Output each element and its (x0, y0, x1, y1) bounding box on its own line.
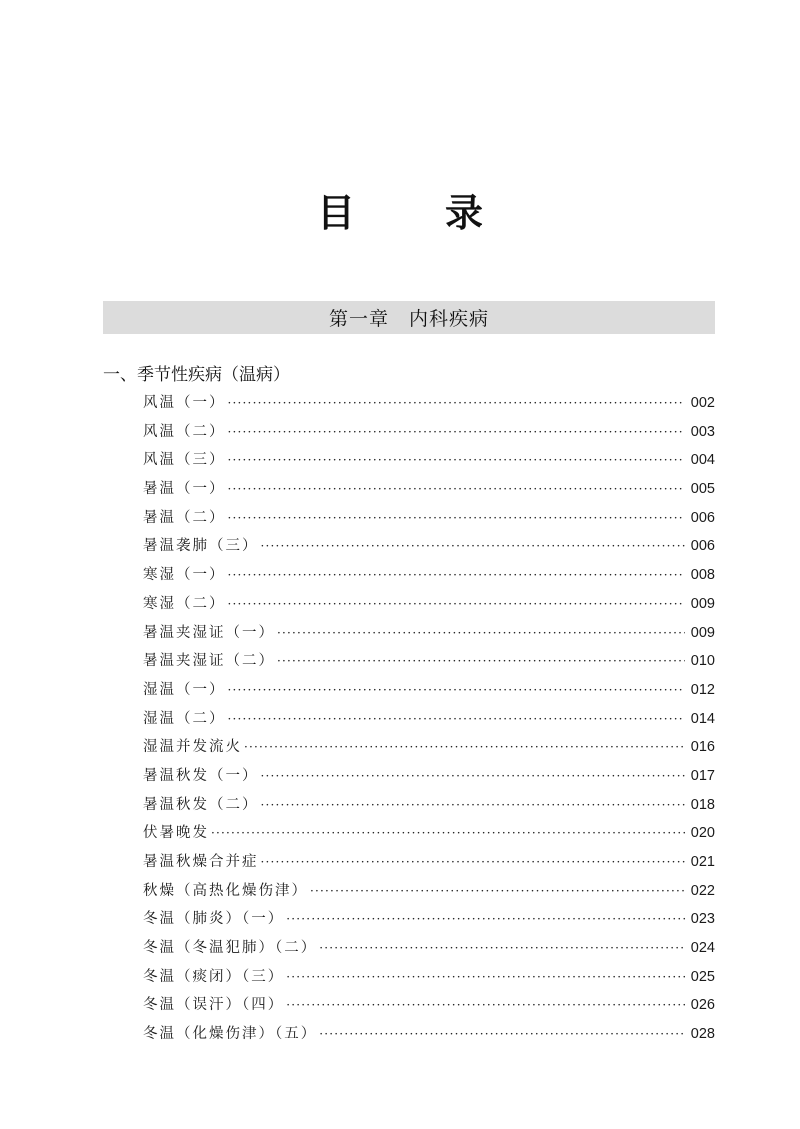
toc-entry-label: 暑温秋燥合并症 (143, 854, 259, 870)
toc-leader-dots (228, 446, 686, 475)
toc-entry-page: 025 (690, 968, 715, 985)
toc-leader-dots (277, 619, 685, 648)
toc-entry-page: 022 (690, 882, 715, 899)
toc-entry-label: 暑温袭肺（三） (143, 538, 259, 555)
toc-entry[interactable] (143, 475, 715, 504)
toc-entry-page: 023 (690, 911, 715, 928)
toc-leader-dots (228, 418, 686, 447)
toc-entry-label: 冬温（痰闭）（三） (143, 968, 285, 985)
toc-entry-page: 028 (690, 1026, 715, 1043)
toc-entry[interactable] (143, 647, 715, 676)
toc-entry-page: 010 (690, 653, 715, 670)
toc-entry-page: 024 (690, 940, 715, 957)
toc-entry[interactable] (143, 934, 715, 963)
toc-entry[interactable] (143, 418, 715, 447)
toc-entry-label: 湿温（二） (143, 710, 226, 727)
toc-leader-dots (310, 877, 685, 906)
toc-entry[interactable] (143, 590, 715, 619)
toc-entry-page: 006 (690, 538, 715, 555)
toc-entry[interactable] (143, 733, 715, 762)
toc-entry-label: 风温（二） (143, 423, 226, 440)
toc-entry-label: 暑温夹湿证（一） (143, 624, 275, 641)
toc-entry[interactable] (143, 877, 715, 906)
page-title: 目 录 (316, 190, 509, 235)
toc-leader-dots (261, 532, 686, 561)
toc-leader-dots (228, 676, 686, 705)
toc-entry[interactable] (143, 762, 715, 791)
toc-entry-label: 暑温夹湿证（二） (143, 653, 275, 670)
toc-entry-page: 005 (690, 481, 715, 498)
toc-leader-dots (228, 561, 686, 590)
toc-leader-dots (228, 504, 686, 533)
toc-entry[interactable] (143, 963, 715, 992)
toc-entry-page: 009 (690, 595, 715, 612)
toc-entry-label: 风温（三） (143, 452, 226, 469)
toc-leader-dots (211, 819, 685, 848)
toc-entry-page: 021 (690, 854, 715, 870)
toc-entry[interactable] (143, 1020, 715, 1049)
toc-leader-dots (261, 762, 686, 791)
toc-leader-dots (244, 733, 685, 762)
toc-entry-label: 暑温（二） (143, 509, 226, 526)
toc-entry[interactable] (143, 619, 715, 648)
toc-entry-label: 冬温（误汗）（四） (143, 997, 285, 1014)
toc-entry-label: 风温（一） (143, 395, 226, 411)
toc-entry-page: 012 (690, 681, 715, 698)
toc-entry[interactable] (143, 848, 715, 877)
toc-list (143, 389, 715, 1049)
toc-entry-label: 寒湿（二） (143, 595, 226, 612)
toc-entry-label: 秋燥（高热化燥伤津） (143, 882, 308, 899)
toc-entry[interactable] (143, 561, 715, 590)
toc-leader-dots (228, 475, 686, 504)
toc-entry-page: 003 (690, 423, 715, 440)
toc-entry-page: 017 (690, 767, 715, 784)
toc-entry[interactable] (143, 991, 715, 1020)
toc-entry[interactable] (143, 819, 715, 848)
toc-entry-label: 冬温（肺炎）（一） (143, 911, 285, 928)
chapter-header-bar (103, 301, 715, 334)
toc-leader-dots (286, 991, 685, 1020)
toc-leader-dots (228, 590, 686, 619)
toc-leader-dots (261, 848, 686, 877)
toc-entry[interactable] (143, 705, 715, 734)
toc-entry-label: 暑温秋发（二） (143, 796, 259, 813)
chapter-title: 第一章 内科疾病 (328, 308, 489, 330)
toc-entry[interactable] (143, 905, 715, 934)
toc-entry[interactable] (143, 532, 715, 561)
toc-leader-dots (319, 934, 685, 963)
toc-entry-label: 湿温并发流火 (143, 739, 242, 756)
toc-leader-dots (286, 905, 685, 934)
toc-entry[interactable] (143, 676, 715, 705)
toc-entry-page: 008 (690, 567, 715, 584)
toc-entry-page: 026 (690, 997, 715, 1014)
toc-entry[interactable] (143, 791, 715, 820)
toc-entry-page: 016 (690, 739, 715, 756)
toc-leader-dots (228, 705, 686, 734)
toc-entry[interactable] (143, 389, 715, 418)
toc-leader-dots (277, 647, 685, 676)
toc-entry[interactable] (143, 504, 715, 533)
toc-entry-page: 018 (690, 796, 715, 813)
toc-leader-dots (319, 1020, 685, 1049)
toc-leader-dots (286, 963, 685, 992)
toc-entry-page: 004 (690, 452, 715, 469)
toc-entry-page: 009 (690, 624, 715, 641)
toc-entry[interactable] (143, 446, 715, 475)
toc-entry-label: 湿温（一） (143, 681, 226, 698)
toc-leader-dots (228, 389, 686, 418)
toc-entry-label: 冬温（化燥伤津）（五） (143, 1026, 318, 1043)
toc-entry-page: 014 (690, 710, 715, 727)
toc-entry-page: 006 (690, 509, 715, 526)
toc-entry-label: 伏暑晚发 (143, 825, 209, 842)
toc-entry-label: 暑温（一） (143, 481, 226, 498)
toc-entry-page: 002 (690, 395, 715, 411)
toc-entry-page: 020 (690, 825, 715, 842)
toc-entry-label: 寒湿（一） (143, 567, 226, 584)
toc-leader-dots (261, 791, 686, 820)
toc-entry-label: 冬温（冬温犯肺）（二） (143, 940, 318, 957)
section-heading: 一、季节性疾病（温病） (103, 365, 290, 385)
toc-entry-label: 暑温秋发（一） (143, 767, 259, 784)
